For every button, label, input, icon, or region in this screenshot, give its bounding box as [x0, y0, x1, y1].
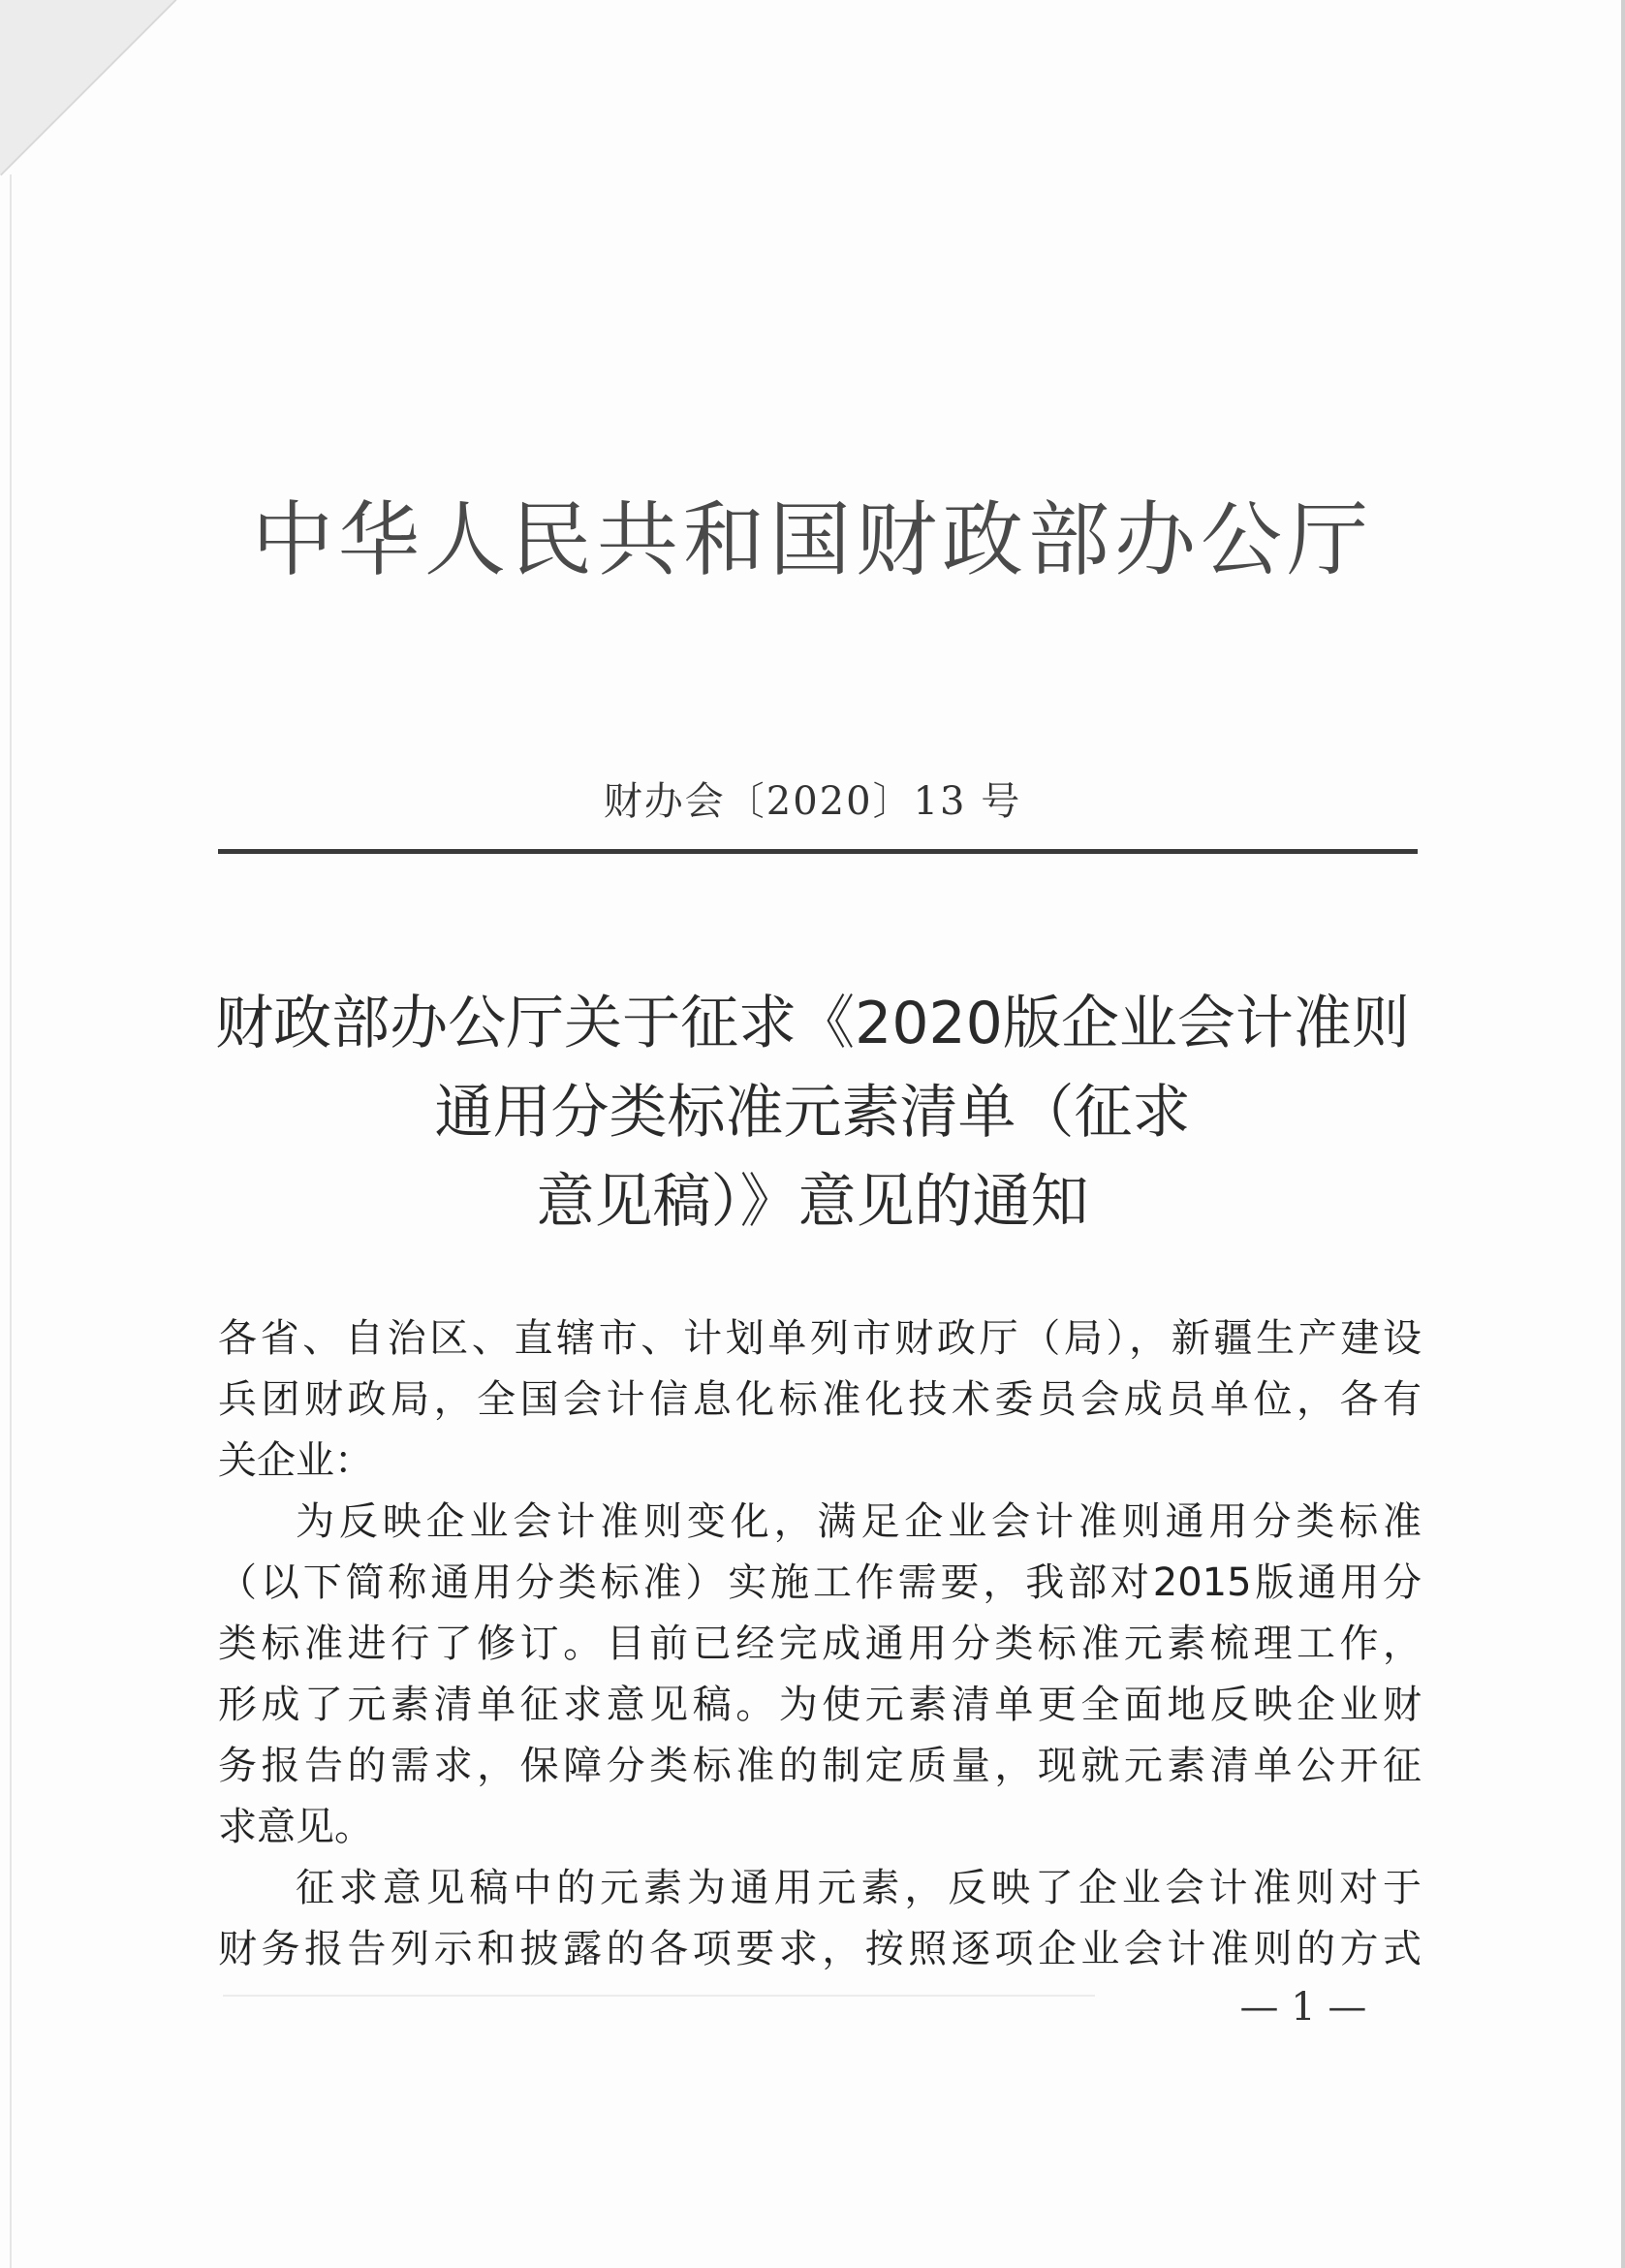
title-line: 意见稿）》意见的通知 — [536, 1168, 1089, 1236]
body-line: 财务报告列示和披露的各项要求，按照逐项企业会计准则的方式 — [218, 1927, 1422, 1971]
scan-edge-right — [1621, 0, 1625, 2268]
document-title — [174, 979, 1451, 1246]
body-line: （以下简称通用分类标准）实施工作需要，我部对2015版通用分 — [218, 1560, 1422, 1605]
issuing-agency-header: 中华人民共和国财政部办公厅 — [251, 492, 1373, 587]
scan-smudge — [223, 1995, 1095, 1997]
document-body — [218, 1308, 1422, 1980]
body-line: 各省、自治区、直辖市、计划单列市财政厅（局），新疆生产建设 — [218, 1316, 1422, 1361]
body-line: 兵团财政局，全国会计信息化标准化技术委员会成员单位，各有 — [218, 1377, 1422, 1422]
body-line: 务报告的需求，保障分类标准的制定质量，现就元素清单公开征 — [218, 1744, 1422, 1788]
body-line: 求意见。 — [218, 1805, 373, 1849]
document-number: 财办会〔2020〕13 号 — [603, 779, 1022, 824]
body-line: 为反映企业会计准则变化，满足企业会计准则通用分类标准 — [296, 1499, 1422, 1544]
body-line: 形成了元素清单征求意见稿。为使元素清单更全面地反映企业财 — [218, 1683, 1422, 1727]
page-number: — 1 — — [1239, 1985, 1367, 2030]
body-line: 关企业： — [218, 1438, 373, 1483]
header-divider-rule — [218, 849, 1418, 854]
title-line: 通用分类标准元素清单（征求 — [434, 1079, 1191, 1147]
title-line: 财政部办公厅关于征求《2020版企业会计准则 — [215, 990, 1410, 1057]
body-line: 征求意见稿中的元素为通用元素，反映了企业会计准则对于 — [296, 1866, 1422, 1910]
body-line: 类标准进行了修订。目前已经完成通用分类标准元素梳理工作， — [218, 1622, 1422, 1666]
